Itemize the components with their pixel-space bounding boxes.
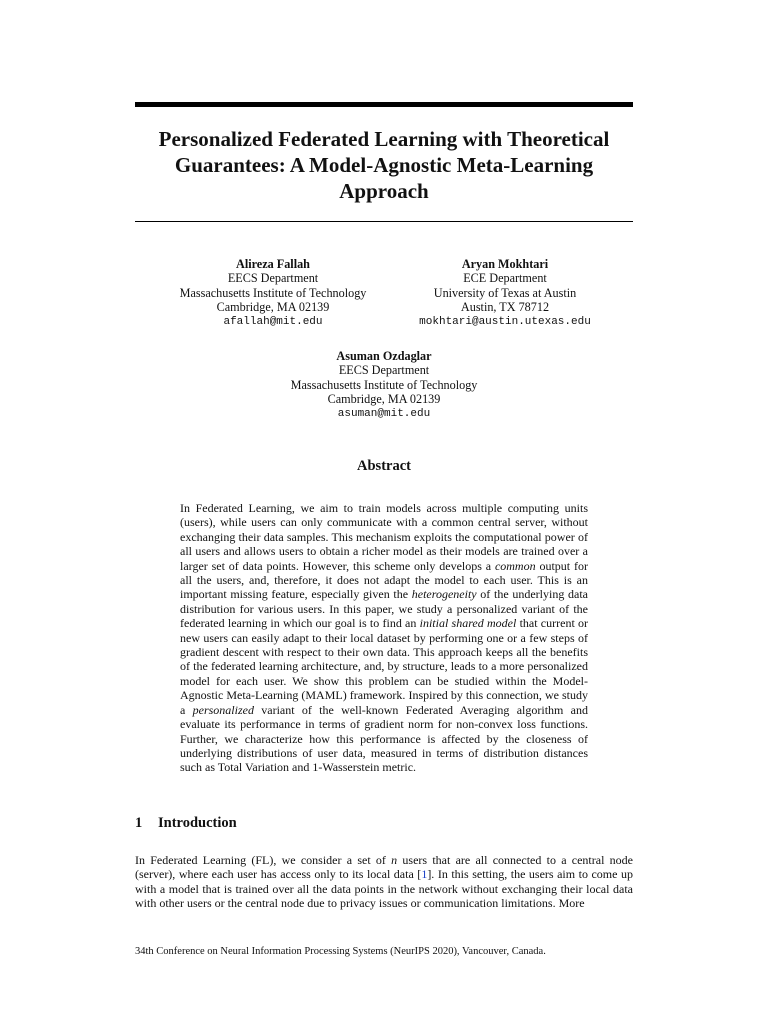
author-name: Asuman Ozdaglar — [336, 349, 432, 363]
section-heading-introduction — [135, 815, 237, 832]
author-block-3 — [270, 349, 498, 421]
author-dept: ECE Department — [463, 271, 547, 286]
section-number: 1 — [135, 815, 143, 831]
author-institution: Massachusetts Institute of Technology — [179, 285, 367, 300]
author-address: Cambridge, MA 02139 — [216, 300, 330, 315]
author-address: Cambridge, MA 02139 — [327, 392, 441, 407]
abstract-text: In Federated Learning, we aim to train models across multiple computing units (users), while users can only communicate with a common central server, without exchanging their data samples. This mechanism exploits the computational power of all users and allows users to obtain a richer model as their models are trained over a larger set of data points. However, this scheme only develops a common output for all the users, and, therefore, it does not adapt the model to each user. This is an important missing feature, especially given the heterogeneity of the underlying data distribution for various users. In this paper, we study a personalized variant of the federated learning in which our goal is to find an initial shared model that current or new users can easily adapt to their local dataset by performing one or a few steps of gradient descent with respect to their own data. This approach keeps all the benefits of the federated learning architecture, and, by structure, leads to a more personalized model for each user. We show this problem can be studied within the Model-Agnostic Meta-Learning (MAML) framework. Inspired by this connection, we study a personalized variant of the well-known Federated Averaging algorithm and evaluate its performance in terms of gradient norm for non-convex loss functions. Further, we characterize how this performance is affected by the closeness of underlying distributions of user data, measured in terms of distribution distances such as Total Variation and 1-Wasserstein metric. — [180, 501, 589, 775]
top-rule — [135, 102, 633, 107]
paper-title: Personalized Federated Learning with Theoretical Guarantees: A Model-Agnostic Meta-Learning Approach — [158, 127, 610, 203]
author-email[interactable]: asuman@mit.edu — [337, 407, 431, 420]
author-block-2 — [398, 257, 612, 329]
citation-link[interactable]: 1 — [421, 867, 428, 882]
author-email[interactable]: afallah@mit.edu — [223, 315, 323, 328]
author-address: Austin, TX 78712 — [460, 300, 550, 315]
author-email[interactable]: mokhtari@austin.utexas.edu — [419, 315, 591, 328]
author-institution: Massachusetts Institute of Technology — [290, 377, 478, 392]
author-institution: University of Texas at Austin — [433, 285, 577, 300]
conference-footnote: 34th Conference on Neural Information Processing Systems (NeurIPS 2020), Vancouver, Canada. — [135, 946, 546, 957]
author-name: Alireza Fallah — [236, 257, 310, 271]
title-rule — [135, 221, 633, 222]
abstract-heading: Abstract — [357, 458, 411, 474]
introduction-text: In Federated Learning (FL), we consider a set of n users that are all connected to a central node (server), where each user has access only to its local data [1]. In this setting, the users aim to come up with a model that is trained over all the data points in the network without exchanging their local data with other users or the central node due to privacy issues or communication limitations. More — [135, 853, 633, 911]
author-dept: EECS Department — [227, 271, 319, 286]
author-name: Aryan Mokhtari — [461, 257, 549, 271]
author-dept: EECS Department — [338, 363, 430, 378]
author-block-1 — [160, 257, 386, 329]
section-title: Introduction — [158, 815, 237, 831]
math-variable: n — [391, 853, 398, 867]
